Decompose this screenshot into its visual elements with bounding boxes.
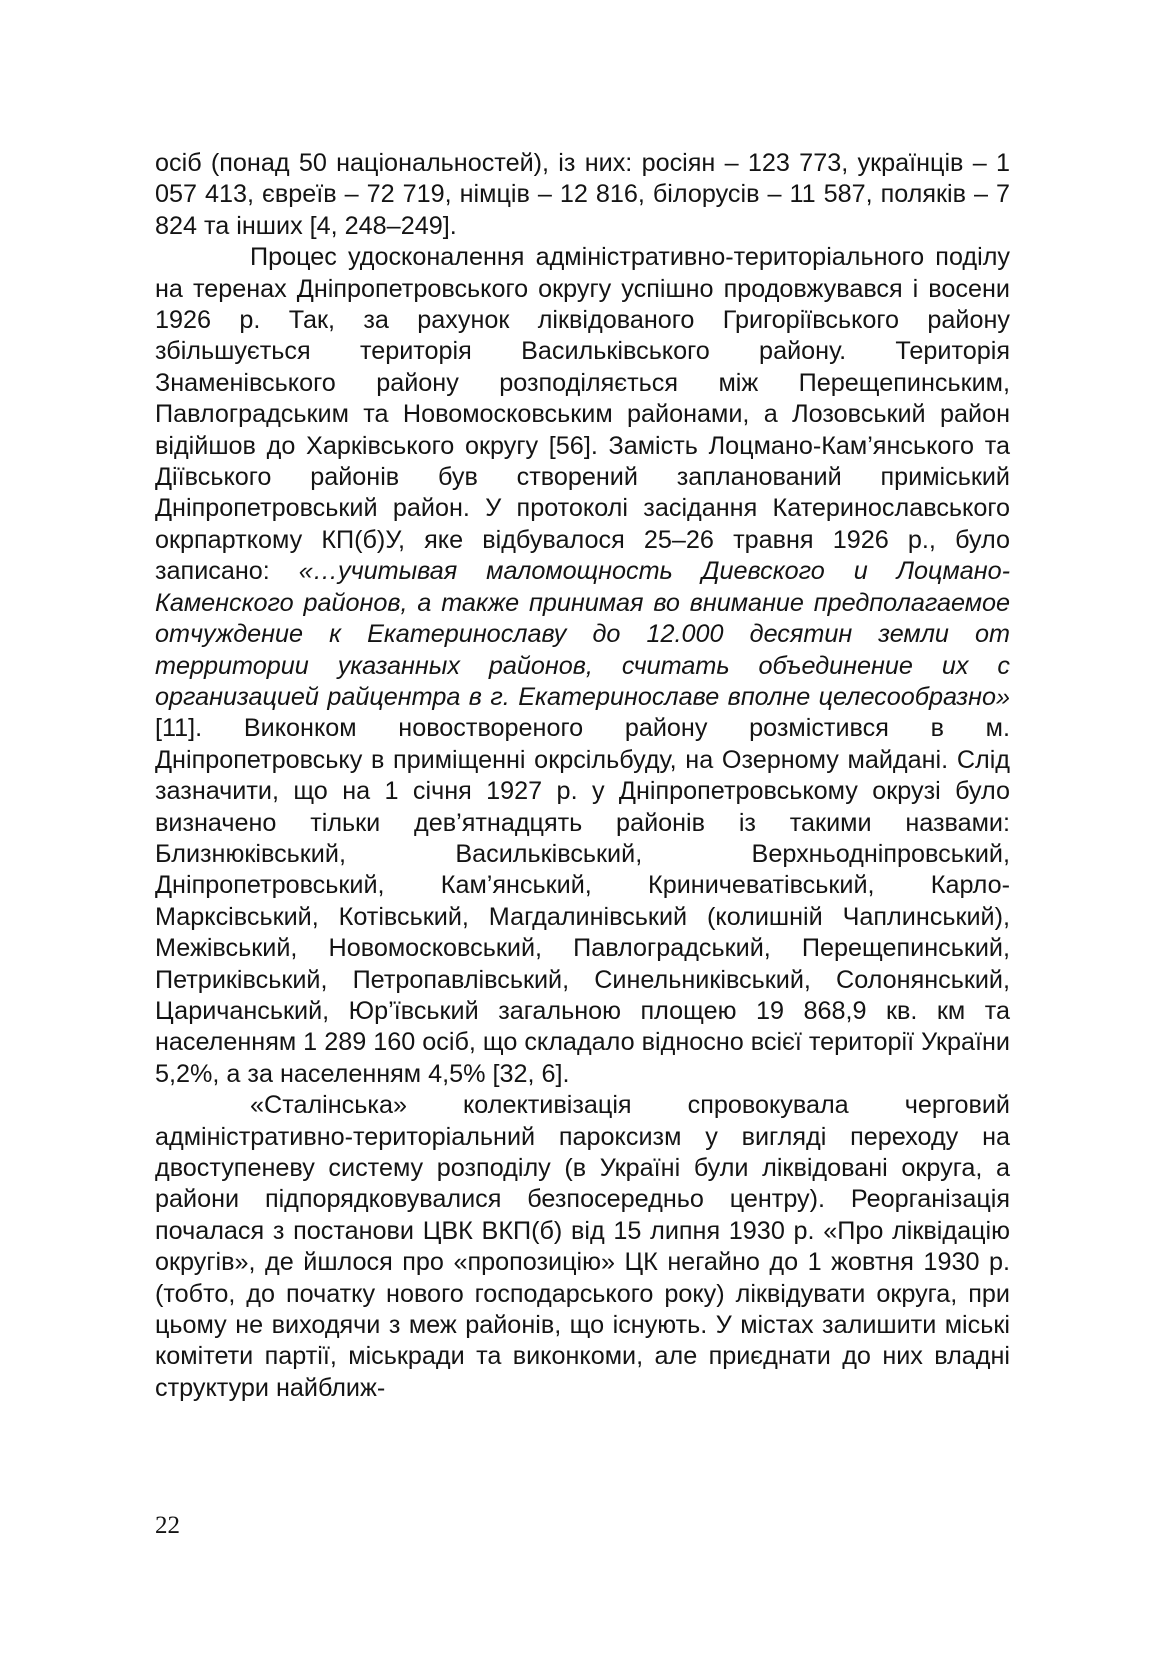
paragraph-1: осіб (понад 50 національностей), із них: росіян – 123 773, українців – 1 057 413, євреїв – 72 719, німців – 12 816, білорусів – 11 587, поляків – 7 824 та інших [4, 248–249]. bbox=[155, 149, 1010, 240]
paragraph-2-text-end: [11]. Виконком новоствореного району розмістився в м. Дніпропетровську в приміщенні окрсільбуду, на Озерному майдані. Слід зазначити, що на 1 січня 1927 р. у Дніпропетровському окрузі було визначено тільки дев’ятнадцять районів із такими назвами: Близнюківський, Васильківський, Верхньодніпровський, Дніпропетровський, Кам’янський, Криничеватівський, Карло-Марксівський, Котівський, Магдалинівський (колишній Чаплинський), Межівський, Новомосковський, Павлоградський, Перещепинський, Петриківський, Петропавлівський, Синельниківський, Солонянський, Царичанський, Юр’ївський загальною площею 19 868,9 кв. км та населенням 1 289 160 осіб, що складало відносно всієї території України 5,2%, а за населенням 4,5% [32, 6]. bbox=[155, 714, 1010, 1088]
document-body bbox=[155, 148, 1010, 1404]
paragraph-2-quote: «…учитывая маломощность Диевского и Лоцмано-Каменского районов, а также принимая во внимание предполагаемое отчуждение к Екатеринославу до 12.000 десятин земли от территории указанных районов, считать объединение их с организацией райцентра в г. Екатеринославе вполне целесообразно» bbox=[155, 557, 1010, 711]
paragraph-2-text-start: Процес удосконалення адміністративно-територіального поділу на теренах Дніпропетровського округу успішно продовжувався і восени 1926 р. Так, за рахунок ліквідованого Григоріївського району збільшується територія Васильківського району. Територія Знаменівського району розподіляється між Перещепинським, Павлоградським та Новомосковським районами, а Лозовський район відійшов до Харківського округу [56]. Замість Лоцмано-Кам’янського та Діївського районів був створений запланований приміський Дніпропетровський район. У протоколі засідання Катеринославського окрпарткому КП(б)У, яке відбувалося 25–26 травня 1926 р., було записано: bbox=[155, 243, 1010, 586]
paragraph-3: «Сталінська» колективізація спровокувала черговий адміністративно-територіальний пароксизм у вигляді переходу на двоступеневу систему розподілу (в Україні були ліквідовані округа, а райони підпорядковувалися безпосередньо центру). Реорганізація почалася з постанови ЦВК ВКП(б) від 15 липня 1930 р. «Про ліквідацію округів», де йшлося про «пропозицію» ЦК негайно до 1 жовтня 1930 р. (тобто, до початку нового господарського року) ліквідувати округа, при цьому не виходячи з меж районів, що існують. У містах залишити міські комітети партії, міськради та виконкоми, але приєднати до них владні структури найближ- bbox=[155, 1091, 1010, 1402]
paragraph-2 bbox=[155, 242, 1010, 1090]
page-number: 22 bbox=[155, 1512, 180, 1539]
